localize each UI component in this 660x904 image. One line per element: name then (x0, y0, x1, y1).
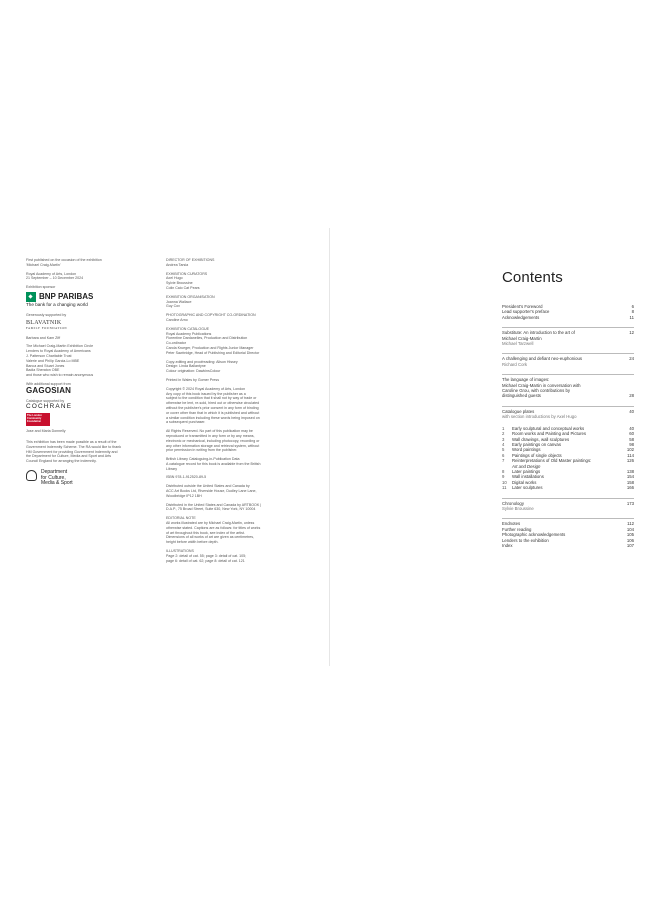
credit-line: Page 2: detail of cat. 55; page 3: detail of cat. 105; (166, 553, 247, 558)
credit-block (166, 503, 304, 513)
toc-title: Photographic acknowledgements (502, 532, 566, 538)
credit-line: otherwise be lent, re-sold, hired out or otherwise circulated (166, 401, 260, 406)
credit-line: Sylvie Broussine (166, 281, 193, 286)
credit-line: Printed in Wales by Gomer Press (166, 377, 219, 382)
toc-author: Sylvie Broussine (502, 505, 534, 511)
toc-page: 107 (626, 543, 634, 548)
blavatnik-name: BLAVATNIK (26, 319, 62, 326)
toc-spacer (502, 511, 634, 517)
toc-page: 24 (629, 356, 634, 362)
toc-section-title: Early sculptural and conceptual works (512, 425, 585, 431)
toc-spacer (502, 491, 634, 497)
toc-title: Endnotes (502, 521, 521, 527)
toc-entry (502, 543, 634, 548)
blavatnik-logo (26, 320, 130, 330)
credit-line: Caroline Arno (166, 317, 188, 322)
intro-text (26, 258, 130, 268)
credit-line: Distributed in the United States and Canada by ARTBOOK | (166, 502, 262, 507)
venue-text (26, 272, 130, 282)
credit-line: Copy-editing and proofreading: Alison Hissey (166, 359, 238, 364)
credit-line: Co-ordinator (166, 341, 186, 346)
credit-line: otherwise stated. Captions are as follows: for titles of works (166, 525, 261, 530)
supporter-line: Badia Sheraton OBE (26, 368, 60, 373)
credit-line: EXHIBITION CATALOGUE (166, 326, 209, 331)
toc-title: Further reading (502, 526, 532, 532)
toc-page: 28 (629, 393, 634, 399)
toc-section-title: Word paintings (512, 447, 541, 453)
toc-spacer (502, 320, 634, 326)
toc-author: Michael Tarzwell (502, 341, 534, 347)
toc-section-title: Room works and Painting and Pictures (512, 431, 587, 437)
toc-page: 11 (629, 314, 634, 320)
toc-section-title: Later sculptures (512, 485, 543, 491)
toc-page: 40 (629, 425, 634, 431)
indemnity-line: Council England for arranging the indemnity. (26, 459, 97, 464)
credit-line: Design: Linda Ballantyne (166, 364, 206, 369)
toc-page: 102 (626, 447, 634, 453)
gagosian-logo: GAGOSIAN (26, 385, 72, 395)
toc-title: Michael Craig-Martin in conversation with (502, 382, 581, 388)
toc-section-title: Digital works (512, 479, 537, 485)
credit-line: British Library Cataloguing-in-Publication Data (166, 457, 240, 462)
toc-page: 126 (626, 458, 634, 464)
toc-page: 138 (626, 468, 634, 474)
credit-block (166, 313, 304, 323)
credit-line: Royal Academy Publications (166, 331, 212, 336)
dcms-line: for Culture, (41, 474, 66, 481)
toc-section-number: 10 (502, 479, 507, 485)
toc-page: 154 (626, 474, 634, 480)
supporters-list (26, 344, 130, 378)
blavatnik-sub: FAMILY FOUNDATION (26, 325, 68, 330)
toc-spacer (502, 399, 634, 405)
toc-page: 114 (627, 452, 634, 458)
toc-page: 6 (631, 304, 634, 309)
sponsor-label: Exhibition sponsor (26, 285, 56, 290)
credit-block (166, 272, 304, 291)
credit-line: Copyright © 2024 Royal Academy of Arts, London (166, 386, 246, 391)
credits-column-b (166, 258, 304, 567)
credit-line: D.A.P., 75 Broad Street, Suite 630, New York, NY 10004 (166, 507, 256, 512)
credit-block (166, 475, 304, 480)
toc-title: Michael Craig-Martin (502, 335, 542, 341)
bnp-name: BNP PARIBAS (39, 292, 94, 302)
dcms-logo (26, 470, 130, 487)
toc-subtitle: with section introductions by Axel Hugo (502, 414, 577, 420)
contents-title: Contents (502, 269, 563, 287)
toc-title: distinguished guests (502, 393, 541, 399)
toc-page: 8 (631, 309, 634, 315)
generous-support-label: Generously supported by (26, 312, 67, 317)
credit-line: EXHIBITION CURATORS (166, 271, 208, 276)
toc-section-number: 1 (502, 425, 505, 431)
page-gutter (329, 228, 330, 666)
supporter-line: The Michael Craig-Martin Exhibition Circle (26, 344, 94, 349)
credits-column-a (26, 258, 130, 487)
toc-section-number: 8 (502, 468, 505, 474)
toc-rule (502, 498, 634, 499)
credit-line: ISBN 978-1-912520-89-5 (166, 475, 207, 480)
toc-title: Lead supporter's preface (502, 309, 550, 315)
toc-title: The language of images: (502, 377, 550, 383)
toc-page: 104 (626, 526, 634, 532)
bnp-tagline: The bank for a changing world (26, 301, 88, 307)
credit-line: any other information storage and retrieval system, without (166, 443, 260, 448)
credit-line: A catalogue record for this book is available from the British (166, 461, 261, 466)
toc-section-left (502, 485, 543, 490)
credit-line: All Rights Reserved. No part of this publication may be (166, 429, 253, 434)
toc-section-number: 6 (502, 452, 505, 458)
toc-title: Index (502, 543, 513, 548)
toc-title: Lenders to the exhibition (502, 537, 549, 543)
toc-page: 98 (629, 441, 634, 447)
toc-page: 105 (626, 532, 634, 538)
credit-block (166, 429, 304, 453)
credit-line: PHOTOGRAPHIC AND COPYRIGHT CO-ORDINATION (166, 313, 256, 318)
intro-line: 'Michael Craig-Martin' (26, 262, 61, 267)
toc-section-number: 3 (502, 436, 505, 442)
toc-page: 106 (626, 537, 634, 543)
credit-line: EXHIBITION ORGANISATION (166, 294, 215, 299)
toc-rule (502, 353, 634, 354)
credit-line: prior permission in writing from the publisher. (166, 448, 238, 453)
credit-block (166, 327, 304, 356)
indemnity-line: the Department for Culture, Media and Sport and Arts (26, 454, 112, 459)
credit-line: Colour origination: DawkinsColour (166, 369, 221, 374)
credit-line: Peter Sawbridge, Head of Publishing and Editorial Director (166, 350, 260, 355)
credit-block (166, 549, 304, 563)
indemnity-line: This exhibition has been made possible as a result of the (26, 439, 117, 444)
credit-line: Library (166, 466, 177, 471)
toc-spacer (502, 346, 634, 352)
toc-page: 158 (626, 479, 634, 485)
supporter-line: and those who wish to remain anonymous (26, 373, 94, 378)
credit-line: Colin Caio Cat Pears (166, 285, 200, 290)
toc-author: Richard Cork (502, 361, 528, 367)
venue-line: Royal Academy of Arts, London (26, 271, 77, 276)
toc-page: 40 (629, 408, 634, 414)
toc-section-title: Paintings of single objects (512, 452, 562, 458)
cochrane-logo: COCHRANE (26, 403, 73, 411)
toc-section-number: 2 (502, 431, 505, 437)
intro-line: First published on the occasion of the exhibition (26, 258, 102, 262)
credit-line: Axel Hugo (166, 276, 183, 281)
credit-line: Dimensions of all works of art are given as centimetres, (166, 535, 255, 540)
credit-line: reproduced or transmitted in any form or by any means, (166, 433, 255, 438)
toc-page: 12 (629, 330, 634, 336)
bnp-logo (26, 292, 130, 302)
toc-title: A challenging and defiant neo-euphonious (502, 356, 583, 362)
indemnity-text (26, 440, 130, 464)
credit-line: of art throughout this book, see index of the artist. (166, 530, 245, 535)
community-foundation-logo: The London Community Foundation (26, 413, 50, 426)
credit-line: ILLUSTRATIONS (166, 549, 194, 554)
toc-title: Acknowledgements (502, 314, 540, 320)
credit-line: without the publisher's prior consent in any form of binding (166, 405, 259, 410)
credit-block (166, 516, 304, 545)
supporter-line: Lenders to Royal Academy of Americans (26, 349, 91, 354)
toc-page: 60 (629, 431, 634, 437)
credit-line: Florentine Dardanelles, Production and Distribution (166, 336, 248, 341)
royal-crest-icon (26, 470, 37, 481)
toc-section-number: 7 (502, 458, 505, 464)
dcms-text (41, 470, 73, 487)
toc-section-title: Wall installations (512, 474, 544, 480)
toc-spacer (502, 367, 634, 373)
credit-line: EDITORIAL NOTE (166, 516, 196, 521)
toc-page: 58 (629, 436, 634, 442)
credit-block (166, 484, 304, 498)
credit-line: height before width before depth. (166, 540, 219, 545)
supporter-line: Banca and Stuart Jones (26, 363, 65, 368)
venue-line: 21 September – 10 December 2024 (26, 276, 84, 281)
credit-block (166, 360, 304, 374)
toc-rule (502, 374, 634, 375)
toc-title: President's Foreword (502, 304, 543, 309)
indemnity-line: Government Indemnity Scheme. The RA would like to thank (26, 444, 122, 449)
credit-line: page 6: detail of cat. 62; page 8: detail of cat. 121 (166, 558, 245, 563)
toc-section-title: Art and Design (512, 463, 541, 469)
credit-line: Carola Krueger, Production and Rights Junior Manager (166, 345, 254, 350)
bnp-mark-icon (26, 292, 36, 302)
credit-line: Woodbridge IP12 1BH (166, 493, 202, 498)
toc-section-number: 11 (502, 485, 507, 491)
credit-line: Guy Cox (166, 304, 180, 309)
credit-line: All works illustrated are by Michael Craig-Martin, unless (166, 521, 255, 526)
supporter-line: Valerie and Philip Garcia-Lo MBE (26, 358, 80, 363)
credit-line: or cover other than that in which it is published and without (166, 410, 260, 415)
credit-block (166, 457, 304, 471)
credit-line: a similar condition including these words being imposed on (166, 415, 260, 420)
toc-rule (502, 327, 634, 328)
additional-support-label: With additional support from (26, 381, 71, 386)
toc-title: Substitute: An introduction to the art of (502, 330, 575, 336)
toc-page (620, 336, 634, 341)
credit-line: subject to the condition that it shall not by way of trade or (166, 396, 257, 401)
credit-line: a subsequent purchaser. (166, 420, 206, 425)
supporters-head: Barbara and Kam Ziff (26, 335, 61, 340)
toc-page: 173 (626, 500, 634, 506)
credit-line: electronic or mechanical, including photocopy, recording or (166, 438, 260, 443)
toc-page: 112 (627, 521, 634, 527)
credit-block (166, 295, 304, 309)
toc-section-title: Early paintings on canvas (512, 441, 561, 447)
credit-line: ACC Art Books Ltd, Riverside House, Dudley Lane Lane, (166, 489, 257, 494)
toc-section-number: 4 (502, 441, 505, 447)
credit-line: Andrea Tarsia (166, 262, 189, 267)
toc-rule (502, 518, 634, 519)
toc-section-title: Wall drawings, wall sculptures (512, 436, 570, 442)
toc-title: Chronology (502, 500, 524, 506)
credit-block (166, 378, 304, 383)
toc-section-title: Reinterpretations of Old Master paintings: (512, 458, 592, 464)
credit-line: Joanna Wallace (166, 299, 192, 304)
toc-title: Caroline Grou, with contributions by (502, 388, 571, 394)
toc-title: Catalogue plates (502, 408, 535, 414)
credit-block (166, 258, 304, 268)
anonymous-supporter: Jose and Maria Donnelly (26, 429, 66, 434)
dcms-line: Department (41, 468, 68, 475)
credit-line: DIRECTOR OF EXHIBITIONS (166, 258, 215, 262)
credit-line: Any copy of this book issued by the publisher as a (166, 391, 246, 396)
credit-block (166, 387, 304, 425)
toc-section-number: 5 (502, 447, 505, 453)
indemnity-line: HM Government for providing Government Indemnity and (26, 449, 118, 454)
toc-section-number: 9 (502, 474, 505, 480)
catalogue-support-label: Catalogue supported by (26, 398, 65, 403)
toc-page: 166 (626, 485, 634, 491)
supporter-line: J. Patterson Charitable Trust (26, 353, 72, 358)
toc-section-title: Later paintings (512, 468, 541, 474)
table-of-contents (502, 304, 634, 548)
credit-line: Distributed outside the United States and Canada by (166, 484, 250, 489)
dcms-line: Media & Sport (41, 480, 73, 487)
toc-rule (502, 406, 634, 407)
